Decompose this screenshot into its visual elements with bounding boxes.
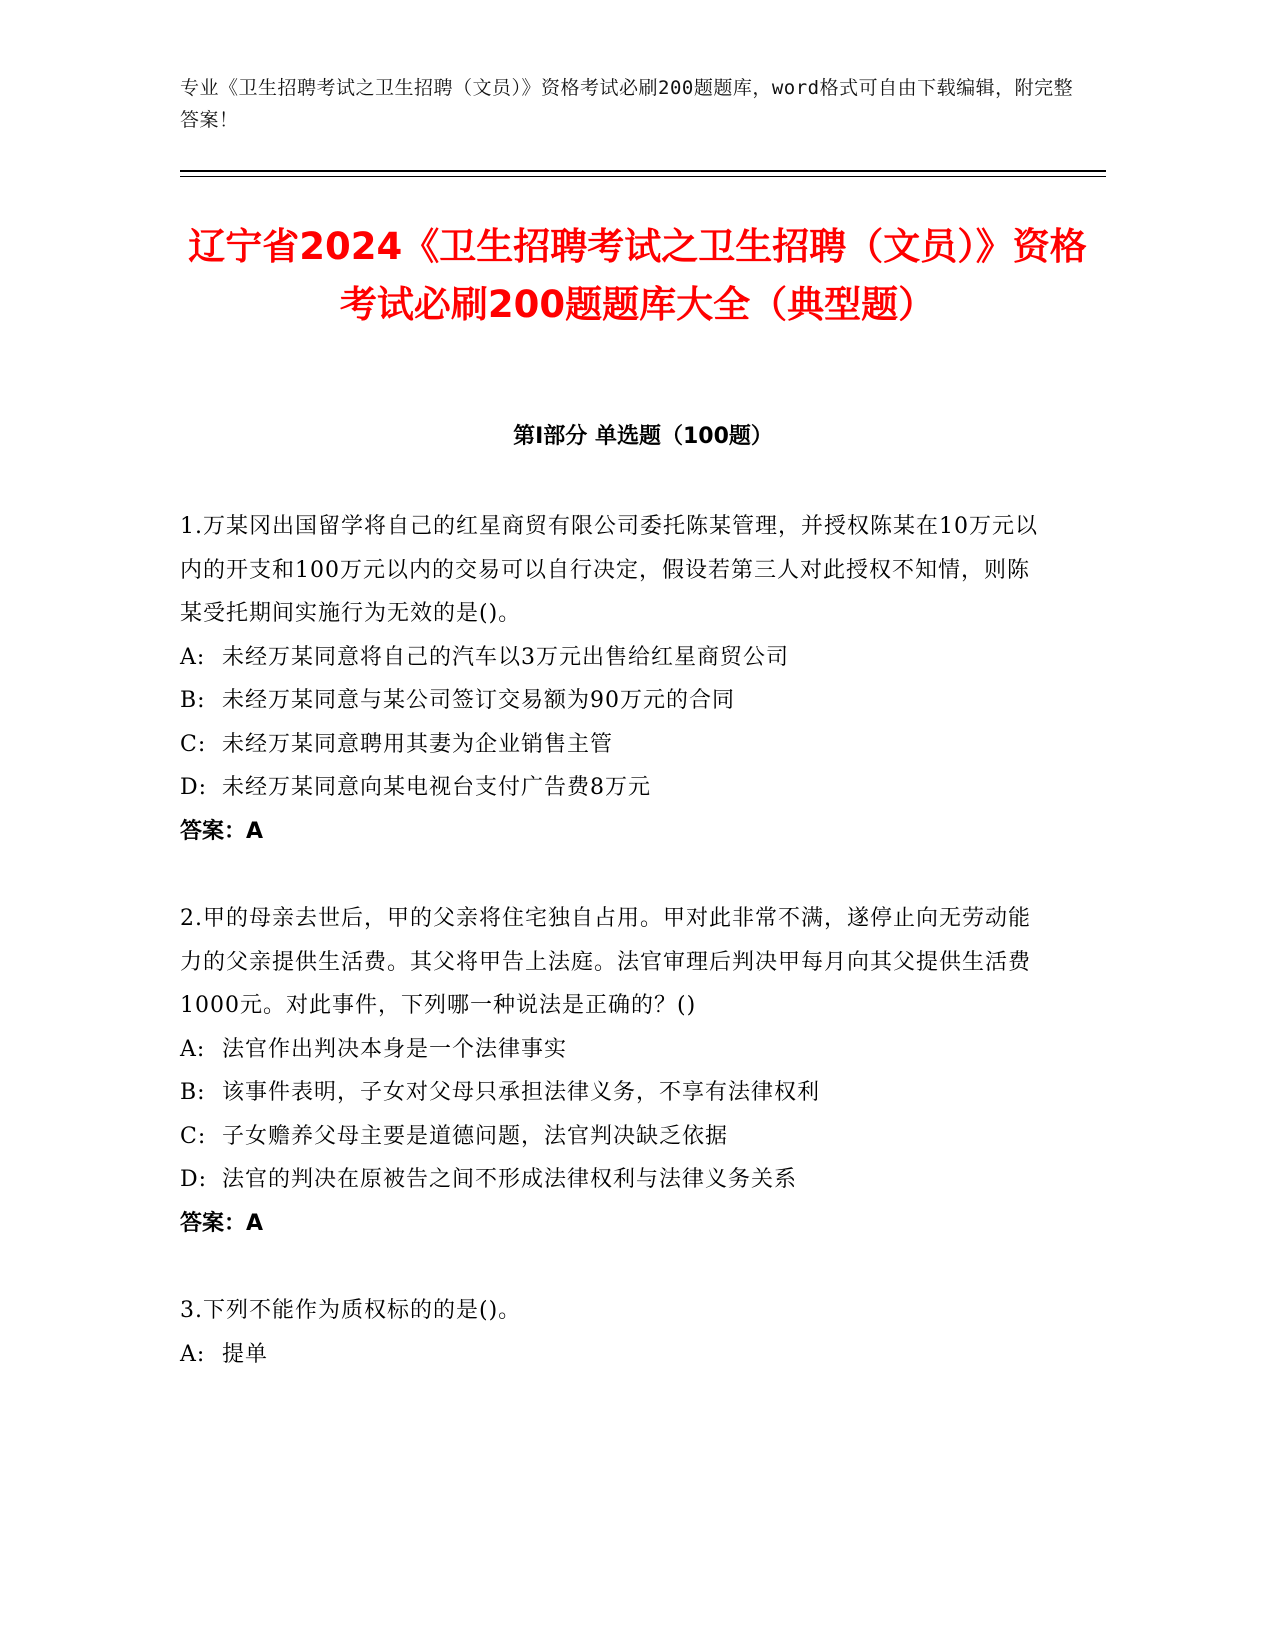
option-d: [180, 766, 1040, 810]
question-stem: 3.下列不能作为质权标的的是()。: [180, 1298, 522, 1323]
option-d: [180, 1158, 1040, 1202]
header-divider-thick: [180, 170, 1106, 172]
option-a: [180, 1028, 1040, 1072]
option-text: 法官作出判决本身是一个法律事实: [222, 1036, 568, 1062]
document-title: 辽宁省2024《卫生招聘考试之卫生招聘（文员）》资格考试必刷200题题库大全（典型题）: [188, 225, 1087, 326]
option-text: 未经万某同意向某电视台支付广告费8万元: [222, 775, 651, 800]
option-text: 提单: [222, 1341, 269, 1367]
option-letter: A:: [180, 644, 206, 670]
question-stem: 2.甲的母亲去世后，甲的父亲将住宅独自占用。甲对此非常不满，遂停止向无劳动能力的父亲提供生活费。其父将甲告上法庭。法官审理后判决甲每月向其父提供生活费1000元。对此事件，下列哪一种说法是正确的？(): [180, 906, 1032, 1018]
option-text: 未经万某同意聘用其妻为企业销售主管: [222, 731, 614, 757]
answer-line: 答案：A: [180, 1210, 264, 1236]
option-letter: C:: [180, 1123, 207, 1149]
question-list: [180, 505, 1040, 1420]
option-text: 未经万某同意与某公司签订交易额为90万元的合同: [222, 688, 735, 713]
option-text: 子女赡养父母主要是道德问题，法官判决缺乏依据: [222, 1123, 729, 1149]
question-item: [180, 897, 1040, 1245]
option-letter: C:: [180, 731, 207, 757]
header-note: 专业《卫生招聘考试之卫生招聘（文员）》资格考试必刷200题题库，word格式可自由下载编辑，附完整答案！: [180, 77, 1074, 131]
section-heading: 第I部分 单选题（100题）: [513, 424, 773, 449]
option-text: 未经万某同意将自己的汽车以3万元出售给红星商贸公司: [222, 644, 789, 670]
option-letter: A:: [180, 1341, 206, 1367]
option-a: [180, 1333, 1040, 1377]
option-letter: D:: [180, 775, 208, 800]
answer-line: 答案：A: [180, 818, 264, 844]
option-c: [180, 723, 1040, 767]
option-letter: D:: [180, 1167, 208, 1192]
option-b: [180, 679, 1040, 723]
header-divider-thin: [180, 176, 1106, 177]
option-text: 法官的判决在原被告之间不形成法律权利与法律义务关系: [222, 1167, 798, 1192]
option-c: [180, 1115, 1040, 1159]
question-stem: 1.万某冈出国留学将自己的红星商贸有限公司委托陈某管理，并授权陈某在10万元以内的开支和100万元以内的交易可以自行决定，假设若第三人对此授权不知情，则陈某受托期间实施行为无效的是()。: [180, 514, 1038, 626]
option-text: 该事件表明，子女对父母只承担法律义务，不享有法律权利: [222, 1080, 821, 1105]
option-a: [180, 636, 1040, 680]
option-b: [180, 1071, 1040, 1115]
option-letter: B:: [180, 688, 206, 713]
question-item: [180, 1289, 1040, 1376]
option-letter: B:: [180, 1080, 206, 1105]
question-item: [180, 505, 1040, 853]
option-letter: A:: [180, 1036, 206, 1062]
